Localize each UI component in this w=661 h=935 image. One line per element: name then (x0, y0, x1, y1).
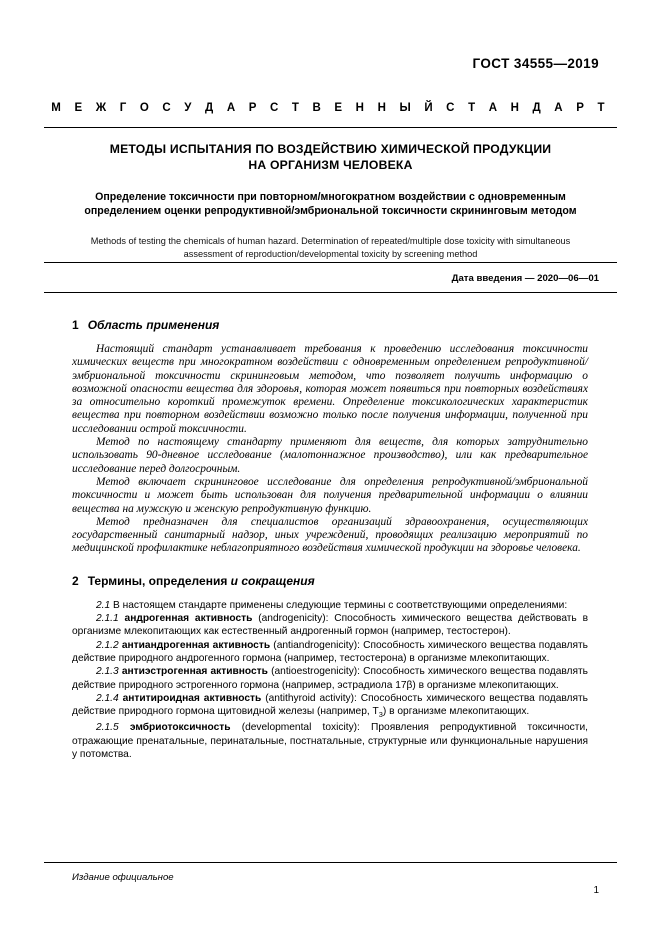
document-title-line1: МЕТОДЫ ИСПЫТАНИЯ ПО ВОЗДЕЙСТВИЮ ХИМИЧЕСКОЙ ПРОДУКЦИИ (109, 142, 552, 156)
term-2-name: антиандрогенная активность (121, 639, 271, 651)
term-4-name: антитироидная активность (122, 692, 262, 704)
section-2-number: 2 (72, 573, 79, 588)
section-2-title-italic: и сокращения (230, 573, 315, 588)
document-subtitle-line2: определением оценки репродуктивной/эмбриональной токсичности скрининговым методом (84, 205, 577, 217)
introduction-date: Дата введения — 2020—06—01 (451, 273, 599, 284)
term-2-number: 2.1.2 (96, 639, 119, 651)
document-title-english (60, 235, 601, 261)
term-item-2 (72, 639, 588, 666)
title-block (60, 141, 601, 261)
section-2 (72, 574, 588, 762)
term-4-definition-subscript: 3 (378, 710, 383, 720)
term-1-name: андрогенная активность (124, 613, 253, 625)
term-item-3 (72, 665, 588, 692)
term-5-name: эмбриотоксичность (129, 722, 231, 734)
section-1-paragraph-3: Метод включает скрининговое исследование для определения репродуктивной/эмбриональной токсичности и может быть использован для получения предварительной информации о влиянии вещества на мужскую и женскую репродуктивную функцию. (72, 475, 588, 515)
document-title-english-line1: Methods of testing the chemicals of human hazard. Determination of repeated/multiple dose toxicity with simultaneous (90, 236, 571, 246)
term-item-4 (72, 692, 588, 722)
term-item-5 (72, 721, 588, 761)
document-title (60, 141, 601, 173)
document-body (72, 318, 588, 761)
term-1-definition: (androgenicity): Способность химического вещества действовать в организме млекопитающих как естественный андрогенный гормон (например, тестостерон). (72, 613, 588, 638)
section-2-intro-number: 2.1 (96, 599, 111, 611)
interstate-standard-label: М Е Ж Г О С У Д А Р С Т В Е Н Н Ы Й С Т А Н Д А Р Т (51, 102, 610, 114)
term-3-number: 2.1.3 (96, 666, 119, 678)
divider-below-date (44, 292, 617, 293)
section-1-paragraph-2: Метод по настоящему стандарту применяют для веществ, для которых затруднительно использовать 90-дневное исследование (малотоннажное производство), или как предварительное исследование перед долгосрочным. (72, 436, 588, 475)
section-1-number: 1 (72, 318, 79, 332)
section-1-paragraph-1: Настоящий стандарт устанавливает требования к проведению исследования токсичности химических веществ при многократном воздействии с одновременным определением репродуктивной/эмбриональной токсичности скрининговым методом, что позволяет получить информацию о возможной опасности вещества для здоровья, которая может появиться при повторных воздействиях за относительно короткий промежуток времени. Определение токсикологических характеристик вещества при повторном воздействии возможно только после получения информации, полученной при исследовании острой токсичности. (72, 343, 588, 435)
document-subtitle (60, 190, 601, 218)
document-title-english-line2: assessment of reproduction/developmental toxicity by screening method (183, 249, 478, 259)
divider-footer (44, 862, 617, 863)
term-2-definition: (antiandrogenicity): Способность химического вещества подавлять действие природного андрогенного гормона (например, тестостерона) в организме млекопитающих. (72, 639, 588, 664)
section-2-heading (72, 574, 588, 588)
document-title-line2: НА ОРГАНИЗМ ЧЕЛОВЕКА (248, 158, 413, 172)
term-5-definition: (developmental toxicity): Проявления репродуктивной токсичности, отражающие пренатальные, перинатальные, постнатальные, структурные или функциональные нарушения у потомства. (72, 722, 588, 761)
term-1-number: 2.1.1 (96, 613, 119, 625)
section-1-paragraph-4: Метод предназначен для специалистов организаций здравоохранения, осуществляющих государственный санитарный надзор, иных учреждений, проводящих реализацию мероприятий по медицинской профилактике неблагоприятного воздействия химической продукции на здоровье человека. (72, 515, 588, 555)
document-subtitle-line1: Определение токсичности при повторном/многократном воздействии с одновременным (95, 191, 566, 203)
term-3-definition: (antioestrogenicity): Способность химического вещества подавлять действие природного эстрогенного гормона (например, эстрадиола 17β) в организме млекопитающих. (72, 666, 588, 691)
section-1-heading (72, 318, 588, 332)
section-2-title: Термины, определения (87, 573, 228, 588)
term-4-number: 2.1.4 (96, 692, 119, 704)
section-2-intro-text: В настоящем стандарте применены следующие термины с соответствующими определениями: (113, 599, 568, 611)
term-item-1 (72, 612, 588, 639)
divider-middle (44, 262, 617, 263)
term-4-definition-pre: (antithyroid activity): Способность химического вещества подавлять действие природного гормона щитовидной железы (например, Т (72, 692, 588, 718)
section-1-title: Область применения (87, 318, 220, 332)
standard-code: ГОСТ 34555—2019 (472, 56, 599, 71)
official-edition-label: Издание официальное (72, 872, 174, 883)
term-4-definition-post: ) в организме млекопитающих. (382, 706, 530, 718)
page-number: 1 (593, 885, 599, 896)
section-2-intro (72, 599, 588, 612)
term-3-name: антиэстрогенная активность (121, 666, 268, 678)
term-5-number: 2.1.5 (96, 722, 119, 734)
divider-top (44, 127, 617, 128)
